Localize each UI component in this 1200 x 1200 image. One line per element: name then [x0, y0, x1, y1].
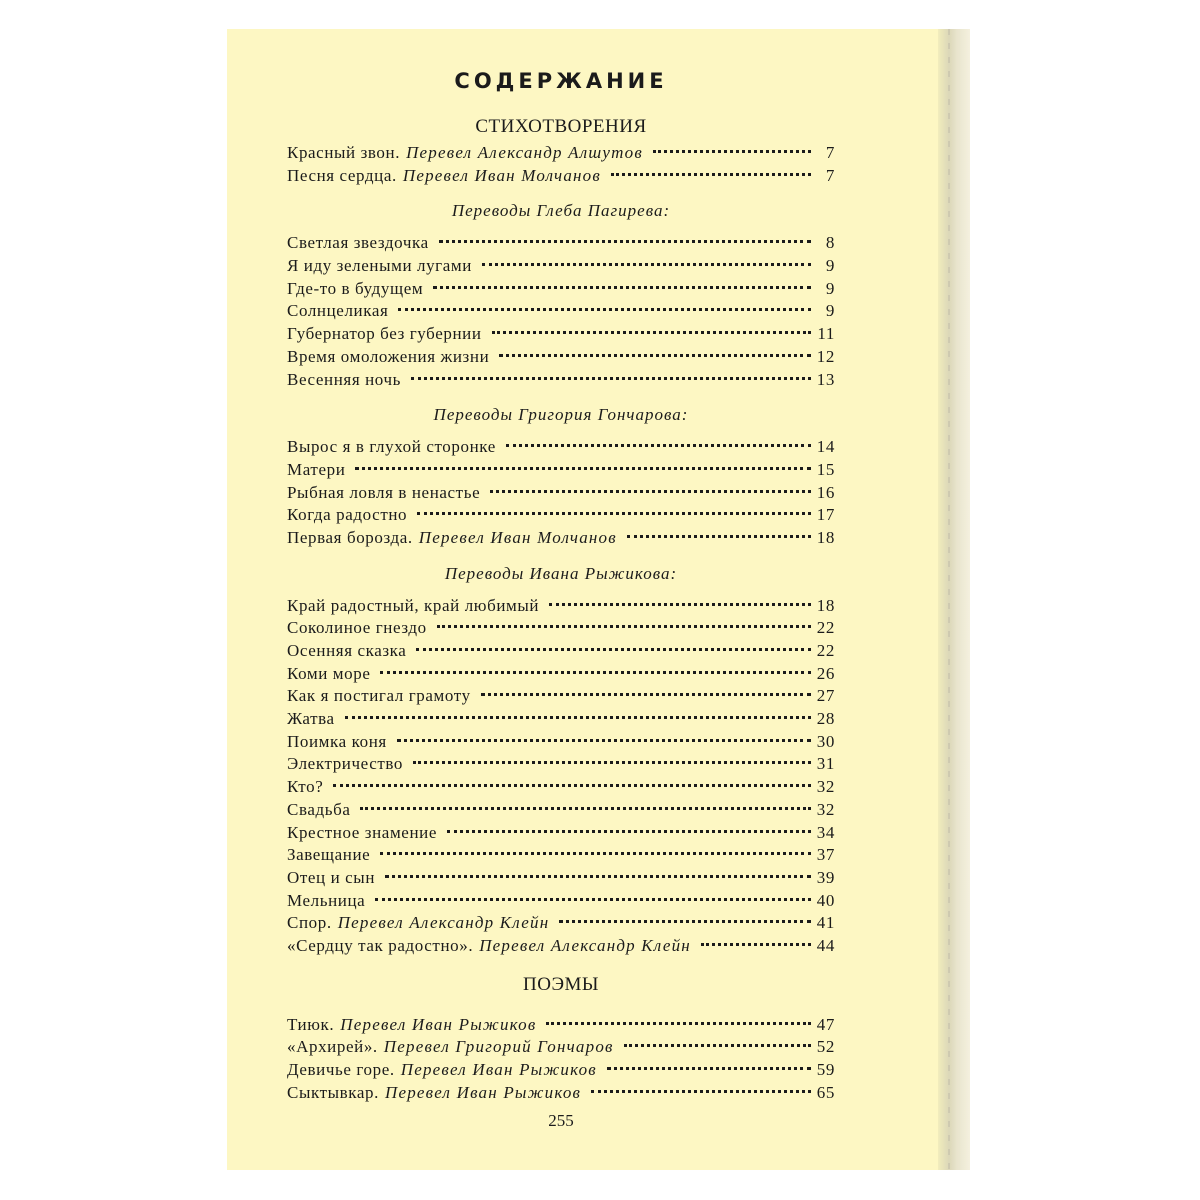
toc-entry [287, 346, 835, 369]
book-page [227, 29, 970, 1170]
entry-title: Коми море [287, 663, 371, 683]
dot-leader [490, 490, 811, 493]
entry-translator: Перевел Александр Клейн [479, 935, 691, 955]
entry-title: Как я постигал грамоту [287, 686, 471, 706]
entry-translator: Перевел Григорий Гончаров [383, 1037, 614, 1057]
group-subheading: Переводы Григория Гончарова: [433, 405, 689, 425]
dot-leader [607, 1067, 811, 1070]
toc-entry [287, 617, 835, 640]
toc-entry [287, 890, 835, 913]
entry-page-number: 7 [825, 165, 835, 185]
entry-page-number: 47 [816, 1014, 835, 1034]
dot-leader [481, 693, 811, 696]
dot-leader [417, 512, 811, 515]
entry-page-number: 16 [816, 482, 835, 502]
dot-leader [499, 354, 811, 357]
entry-translator: Перевел Иван Рыжиков [400, 1060, 597, 1079]
toc-entry [287, 323, 835, 346]
entry-translator: Перевел Александр Алшутов [406, 143, 643, 162]
entry-page-number: 52 [816, 1037, 835, 1057]
toc-entry [287, 527, 835, 550]
toc-entry [287, 369, 835, 392]
entry-page-number: 12 [816, 346, 835, 366]
entry-page-number: 13 [816, 369, 835, 389]
dot-leader [653, 150, 811, 153]
entry-page-number: 39 [816, 867, 835, 887]
toc-entry [287, 867, 835, 890]
page-number: 255 [548, 1111, 574, 1130]
dot-leader [433, 286, 811, 289]
entry-page-number: 59 [816, 1060, 835, 1079]
toc-entry [287, 685, 835, 708]
dot-leader [559, 920, 811, 923]
dot-leader [447, 830, 811, 833]
entry-translator: Перевел Иван Молчанов [402, 165, 601, 185]
entry-page-number: 37 [816, 845, 835, 865]
dot-leader [437, 625, 811, 628]
toc-entry [287, 1014, 835, 1037]
entry-title: Губернатор без губернии [287, 324, 482, 344]
entry-page-number: 65 [816, 1082, 835, 1102]
toc-entry [287, 935, 835, 958]
dot-leader [413, 761, 811, 764]
toc-entry [287, 708, 835, 731]
toc-entry [287, 776, 835, 799]
entry-translator: Перевел Александр Клейн [337, 913, 550, 933]
entry-page-number: 30 [816, 731, 835, 751]
dot-leader [360, 807, 811, 810]
toc-entry [287, 278, 835, 301]
entry-page-number: 9 [825, 301, 835, 321]
toc-entry [287, 165, 835, 188]
entry-title: Жатва [287, 709, 335, 729]
entry-title: Светлая звездочка [287, 233, 429, 253]
entry-title: Когда радостно [287, 505, 408, 525]
entry-translator: Перевел Иван Рыжиков [340, 1014, 537, 1034]
entry-title: Сыктывкар. [287, 1082, 379, 1102]
entry-title: Поимка коня [287, 731, 387, 751]
entry-page-number: 17 [816, 505, 835, 525]
entry-page-number: 41 [816, 913, 835, 933]
dot-leader [627, 535, 811, 538]
entry-title: Я иду зелеными лугами [287, 256, 472, 276]
entry-page-number: 8 [825, 233, 835, 253]
toc-entry [287, 504, 835, 527]
entry-page-number: 9 [825, 278, 835, 298]
entry-page-number: 32 [816, 777, 835, 797]
dot-leader [482, 263, 811, 266]
section-heading: СТИХОТВОРЕНИЯ [475, 116, 647, 137]
entry-page-number: 22 [816, 641, 835, 660]
toc-entry [287, 436, 835, 459]
entry-page-number: 26 [816, 663, 835, 683]
entry-page-number: 44 [816, 935, 835, 955]
entry-title: Завещание [287, 845, 371, 865]
entry-page-number: 27 [816, 686, 835, 706]
dot-leader [411, 377, 811, 380]
entry-title: Рыбная ловля в ненастье [287, 482, 481, 502]
dot-leader [355, 467, 811, 470]
dot-leader [397, 739, 811, 742]
dot-leader [398, 308, 811, 311]
dot-leader [375, 898, 811, 901]
entry-page-number: 22 [816, 618, 835, 638]
entry-page-number: 14 [816, 437, 835, 457]
toc-entry [287, 1059, 835, 1082]
toc-entry [287, 1082, 835, 1105]
page-edge [938, 29, 970, 1170]
toc-entry [287, 595, 835, 618]
dot-leader [345, 716, 811, 719]
entry-title: Песня сердца. [287, 165, 397, 185]
dot-leader [439, 240, 811, 243]
toc-entry [287, 255, 835, 278]
dot-leader [701, 943, 811, 946]
entry-page-number: 32 [816, 799, 835, 819]
entry-title: «Архирей». [287, 1037, 378, 1057]
toc-entry [287, 844, 835, 867]
toc-entry [287, 640, 835, 663]
toc-entry [287, 822, 835, 845]
entry-title: Электричество [287, 754, 404, 774]
dot-leader [385, 875, 811, 878]
entry-title: Кто? [287, 777, 324, 797]
entry-title: Отец и сын [287, 867, 376, 887]
entry-title: Осенняя сказка [287, 641, 407, 660]
entry-title: Матери [287, 459, 346, 479]
entry-title: Красный звон. [287, 143, 401, 162]
entry-page-number: 40 [816, 890, 835, 910]
dot-leader [492, 331, 811, 334]
toc-entry [287, 753, 835, 776]
toc-entry [287, 232, 835, 255]
entry-title: Девичье горе. [287, 1060, 395, 1079]
entry-title: Весенняя ночь [287, 369, 401, 389]
dot-leader [549, 603, 811, 606]
entry-title: Свадьба [287, 799, 351, 819]
toc-entry [287, 663, 835, 686]
entry-title: Время омоложения жизни [287, 346, 490, 366]
entry-title: «Сердцу так радостно». [287, 935, 474, 955]
toc-entry [287, 912, 835, 935]
entry-translator: Перевел Иван Молчанов [418, 527, 617, 547]
dot-leader [624, 1044, 811, 1047]
group-subheading: Переводы Глеба Пагирева: [451, 201, 671, 221]
section-heading: ПОЭМЫ [523, 973, 599, 995]
group-subheading: Переводы Ивана Рыжикова: [444, 563, 678, 583]
table-of-contents [287, 65, 835, 1104]
entry-title: Солнцеликая [287, 301, 389, 321]
toc-entry [287, 459, 835, 482]
toc-entry [287, 142, 835, 165]
entry-page-number: 28 [816, 709, 835, 729]
entry-title: Где-то в будущем [287, 278, 424, 298]
entry-title: Мельница [287, 890, 366, 910]
entry-translator: Перевел Иван Рыжиков [384, 1082, 582, 1102]
dot-leader [380, 852, 811, 855]
dot-leader [506, 444, 811, 447]
entry-title: Первая борозда. [287, 527, 413, 547]
entry-page-number: 7 [825, 143, 835, 162]
dot-leader [591, 1090, 811, 1093]
toc-entry [287, 300, 835, 323]
entry-page-number: 9 [825, 256, 835, 276]
entry-title: Соколиное гнездо [287, 618, 427, 638]
entry-title: Вырос я в глухой сторонке [287, 437, 496, 457]
entry-title: Край радостный, край любимый [287, 595, 540, 615]
entry-page-number: 18 [816, 595, 835, 615]
entry-title: Крестное знамение [287, 822, 437, 842]
toc-entry [287, 1036, 835, 1059]
toc-entry [287, 731, 835, 754]
toc-entry [287, 799, 835, 822]
page-title: СОДЕРЖАНИЕ [454, 69, 668, 93]
entry-title: Спор. [287, 913, 332, 933]
dot-leader [546, 1022, 811, 1025]
entry-page-number: 11 [817, 324, 835, 344]
entry-title: Тиюк. [287, 1014, 335, 1034]
toc-entry [287, 482, 835, 505]
dot-leader [380, 671, 811, 674]
entry-page-number: 18 [816, 527, 835, 547]
dot-leader [333, 784, 811, 787]
dot-leader [611, 173, 811, 176]
entry-page-number: 31 [816, 754, 835, 774]
entry-page-number: 34 [816, 822, 835, 842]
entry-page-number: 15 [816, 459, 835, 479]
dot-leader [416, 648, 811, 651]
